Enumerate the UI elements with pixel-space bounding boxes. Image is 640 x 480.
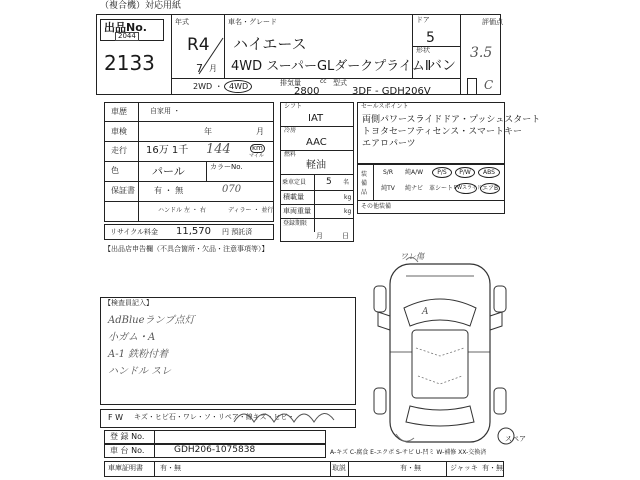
recycle-unit: 円 預託済 <box>222 228 253 236</box>
shift-value: IAT <box>308 113 324 124</box>
car-grade: 4WD スーパーGLダークプライムⅡ <box>231 59 432 74</box>
score-value: 3.5 <box>470 45 493 61</box>
wheel-front-left <box>374 286 386 312</box>
equip-airbag: エアB <box>481 185 499 192</box>
expiry-day: 日 <box>342 232 349 240</box>
warranty-value: 有 ・ 無 <box>154 186 184 195</box>
equip-abs: ABS <box>483 169 495 176</box>
year-label: 年式 <box>175 18 189 26</box>
inspection-label: 車検 <box>111 127 127 136</box>
wheel-front-right <box>494 286 506 312</box>
equip-alloy-wheel: 純A/W <box>404 169 424 176</box>
lot-label: 出品No. <box>104 21 147 34</box>
manual-value: 有・無 <box>400 464 421 472</box>
mileage-value: 16万 1千 <box>146 145 189 156</box>
car-name: ハイエース <box>233 35 307 53</box>
manual-label: 取説 <box>332 464 346 472</box>
score-label: 評価点 <box>482 18 503 26</box>
sales-point-line-2: トヨタセーフティセンス・スマートキー <box>362 127 523 137</box>
drive-selected: 4WD <box>229 82 249 91</box>
form-subtitle: （複合機）対応用紙 <box>100 1 182 11</box>
seller-note-header: 【出品店申告欄（不具合箇所・欠品・注意事項等）】 <box>104 245 269 253</box>
ac-label: 冷房 <box>284 127 297 134</box>
spare-label: スペア <box>505 435 526 443</box>
windshield <box>404 299 476 326</box>
displacement-label: 排気量 <box>280 79 301 87</box>
model-label: 型式 <box>333 79 347 87</box>
chassis-value: GDH206-1075838 <box>174 445 256 455</box>
mileage-label: 走行 <box>111 146 127 155</box>
drive-options: 2WD ・ <box>193 82 223 91</box>
recycle-value: 11,570 <box>176 226 211 237</box>
warranty-handwritten: 070 <box>222 184 242 195</box>
handle-label: ハンドル <box>158 207 183 214</box>
sales-point-label: セールスポイント <box>361 103 409 110</box>
expiry-label: 登録期限 <box>283 220 308 227</box>
mileage-unit-km: km <box>252 144 263 152</box>
door-label: ドア <box>416 16 430 24</box>
vehicle-info-table <box>104 102 274 222</box>
capacity-unit: 名 <box>343 179 350 186</box>
lot-number: 2133 <box>104 51 155 75</box>
colorno-label: カラーNo. <box>210 163 243 171</box>
shape-value: バン <box>428 58 456 74</box>
fuel-label: 燃料 <box>284 151 297 158</box>
rear-window <box>406 406 474 426</box>
history-label: 車歴 <box>111 107 127 116</box>
equipment-extra-label: その他装備 <box>361 203 392 210</box>
inspector-line-3: A-1 鉄粉付着 <box>108 349 169 360</box>
handle-value: 左 ・ 右 <box>184 207 206 214</box>
vehicle-damage-diagram <box>360 256 520 452</box>
car-label: 車名・グレード <box>228 18 277 26</box>
inspection-month: 月 <box>256 127 264 136</box>
inspector-line-1: AdBlueランプ点灯 <box>108 315 195 326</box>
weight-label: 車両重量 <box>283 207 311 215</box>
warranty-label: 保証書 <box>111 186 135 195</box>
inspection-year: 年 <box>204 127 212 136</box>
mileage-handwritten: 144 <box>206 142 231 157</box>
equipment-label: 装備品 <box>361 171 368 196</box>
equip-tv: 純TV <box>381 185 395 192</box>
door-value: 5 <box>426 30 435 46</box>
weight-unit: kg <box>344 208 352 215</box>
chassis-label: 車 台 No. <box>110 446 145 455</box>
roof <box>412 330 468 398</box>
expiry-month: 月 <box>316 232 323 240</box>
displacement-unit: cc <box>320 78 327 85</box>
certificate-value: 有・無 <box>160 464 181 472</box>
interior-score-box <box>467 78 477 95</box>
fw-scribble <box>230 402 350 432</box>
capacity-value: 5 <box>326 177 332 187</box>
fuel-value: 軽油 <box>306 160 326 171</box>
lot-small-number: 2044 <box>115 32 139 41</box>
capacity-label: 乗車定員 <box>282 179 307 186</box>
equip-sunroof: S/R <box>383 169 393 176</box>
inspector-line-2: 小ガム・A <box>108 332 156 343</box>
recycle-label: リサイクル料金 <box>110 228 159 236</box>
displacement-value: 2800 <box>294 86 320 97</box>
inspector-line-4: ハンドル スレ <box>108 366 172 377</box>
jack-value: 有・無 <box>482 464 503 472</box>
color-label: 色 <box>111 166 119 175</box>
diagram-mark-a: A <box>422 307 429 317</box>
wheel-rear-left <box>374 388 386 414</box>
fw-label: F W <box>108 413 124 422</box>
mileage-unit-mile: マイル <box>249 153 264 159</box>
load-label: 積載量 <box>283 193 304 201</box>
model-value: 3DF - GDH206V <box>352 86 431 97</box>
diagram-top-note: ワレ傷 <box>400 252 424 261</box>
wheel-rear-right <box>494 388 506 414</box>
damage-legend: A-キズ C-腐食 E-エクボ S-サビ U-凹ミ W-補修 XX-交換済 <box>330 449 487 456</box>
certificate-label: 車庫証明書 <box>108 464 143 472</box>
history-value: 自家用 ・ <box>150 107 181 115</box>
color-value: パール <box>152 165 185 178</box>
dealer-value: ディラー ・ 並行 <box>228 207 274 214</box>
ac-value: AAC <box>306 137 327 148</box>
equip-power-slide: PWスライド <box>454 185 482 191</box>
jack-label: ジャッキ <box>450 464 478 472</box>
shift-label: シフト <box>284 103 303 110</box>
fw-value: キズ・ヒビ石・ワレ・ソ・リペア・線キズ・ヒビ・ <box>134 413 295 421</box>
year-month: 7 <box>196 62 203 75</box>
equip-navi: 純ナビ <box>404 185 423 192</box>
equip-power-window: P/W <box>459 169 471 176</box>
year-era: R4 <box>187 35 210 55</box>
sales-point-line-1: 両側パワースライドドア・プッシュスタート <box>362 115 541 125</box>
interior-score-value: C <box>484 78 494 92</box>
vehicle-body-outline <box>390 264 490 442</box>
equip-leather-seat: 革シート <box>428 185 453 192</box>
shape-label: 形状 <box>416 46 430 54</box>
inspector-label: 【検査員記入】 <box>104 299 153 307</box>
registration-label: 登 録 No. <box>110 432 145 441</box>
load-unit: kg <box>344 194 352 201</box>
sales-point-line-3: エアロパーツ <box>362 139 416 149</box>
equip-power-steering: P/S <box>437 169 447 176</box>
year-month-unit: 月 <box>209 64 217 73</box>
